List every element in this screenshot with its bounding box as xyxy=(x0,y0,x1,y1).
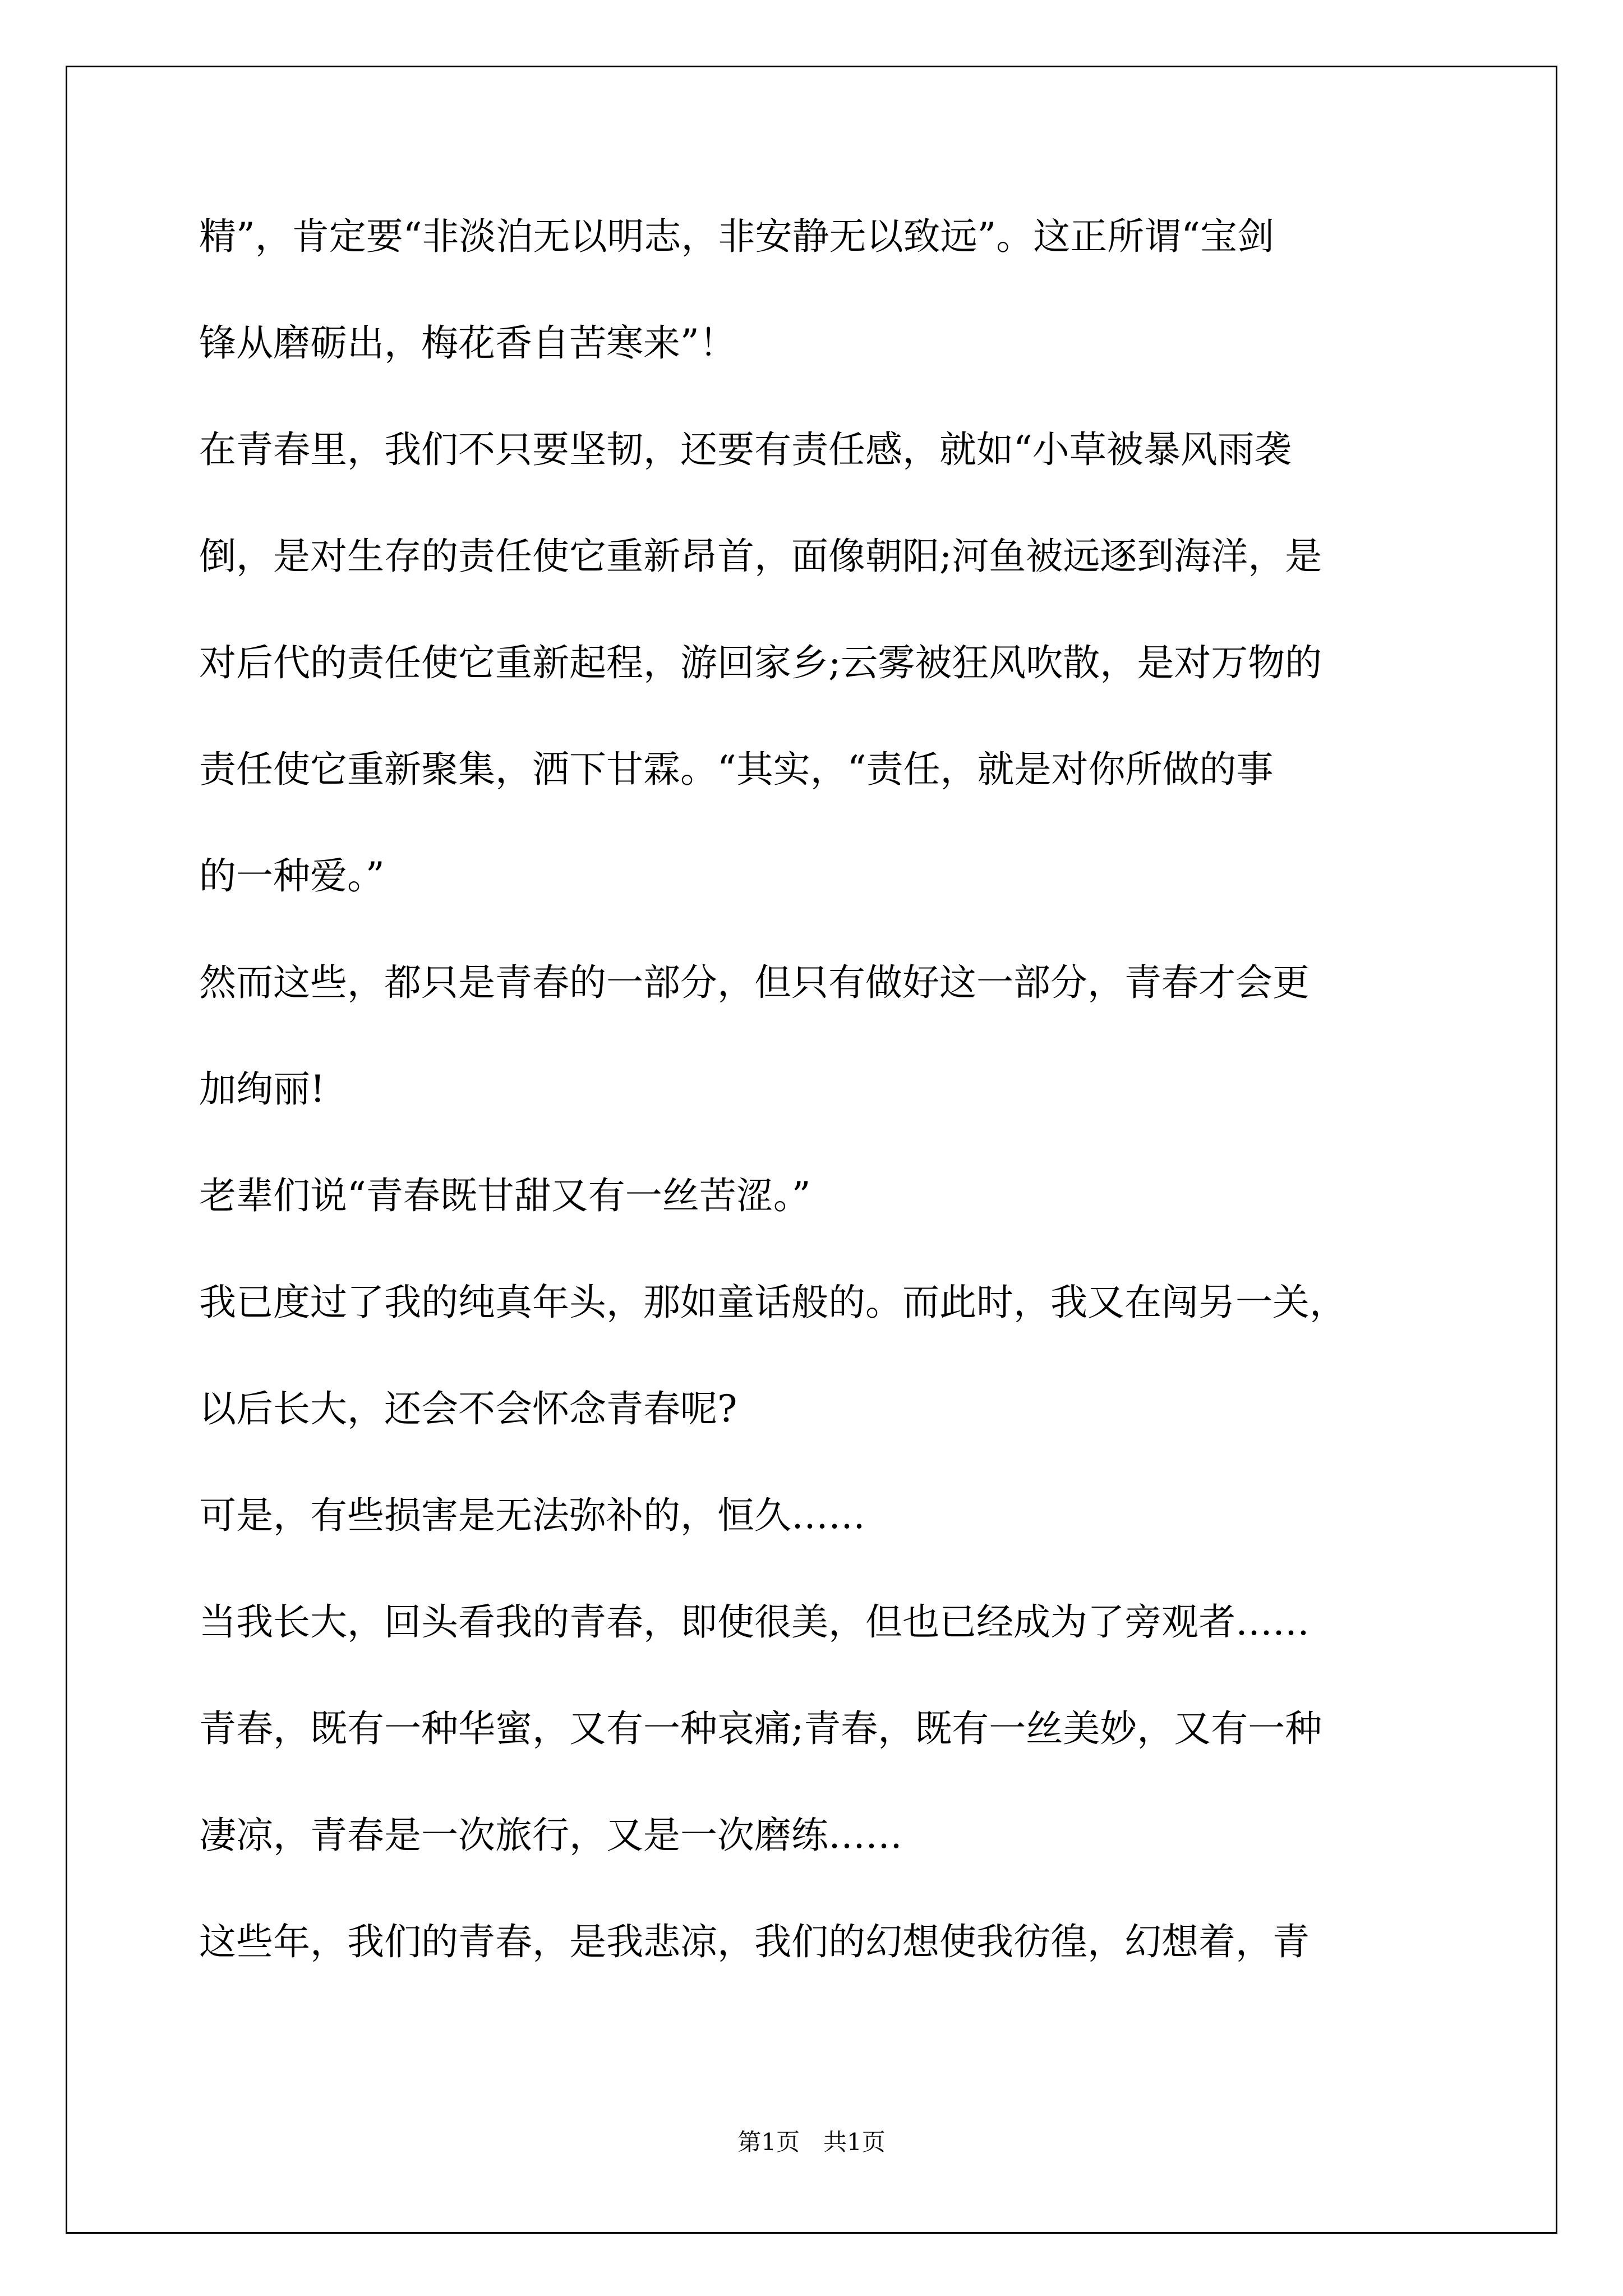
text-line: 在青春里，我们不只要坚韧，还要有责任感，就如“小草被暴风雨袭 xyxy=(199,428,1292,471)
text-line: 的一种爱。” xyxy=(199,854,385,898)
page-number-footer: 第1页 共1页 xyxy=(737,2128,886,2156)
text-line: 加绚丽! xyxy=(199,1068,325,1111)
text-line: 对后代的责任使它重新起程，游回家乡;云雾被狂风吹散，是对万物的 xyxy=(199,641,1322,684)
text-line: 以后长大，还会不会怀念青春呢? xyxy=(199,1387,737,1430)
text-line: 然而这些，都只是青春的一部分，但只有做好这一部分，青春才会更 xyxy=(199,961,1310,1004)
text-line: 老辈们说“青春既甘甜又有一丝苦涩。” xyxy=(199,1174,811,1217)
text-line: 责任使它重新聚集，洒下甘霖。“其实，“责任，就是对你所做的事 xyxy=(199,748,1274,791)
text-line: 锋从磨砺出，梅花香自苦寒来”！ xyxy=(199,321,736,365)
text-line: 青春，既有一种华蜜，又有一种哀痛;青春，既有一丝美妙，又有一种 xyxy=(199,1707,1322,1750)
text-line: 可是，有些损害是无法弥补的，恒久…… xyxy=(199,1494,865,1537)
text-line: 当我长大，回头看我的青春，即使很美，但也已经成为了旁观者…… xyxy=(199,1600,1310,1644)
text-line: 倒，是对生存的责任使它重新昂首，面像朝阳;河鱼被远逐到海洋，是 xyxy=(199,535,1322,578)
text-line: 凄凉，青春是一次旅行，又是一次磨练…… xyxy=(199,1814,902,1857)
text-line: 我已度过了我的纯真年头，那如童话般的。而此时，我又在闯另一关， xyxy=(199,1281,1347,1324)
document-body xyxy=(199,215,1450,2030)
text-line: 这些年，我们的青春，是我悲凉，我们的幻想使我彷徨，幻想着，青 xyxy=(199,1920,1310,1963)
text-line: 精”，肯定要“非淡泊无以明志，非安静无以致远”。这正所谓“宝剑 xyxy=(199,215,1274,258)
